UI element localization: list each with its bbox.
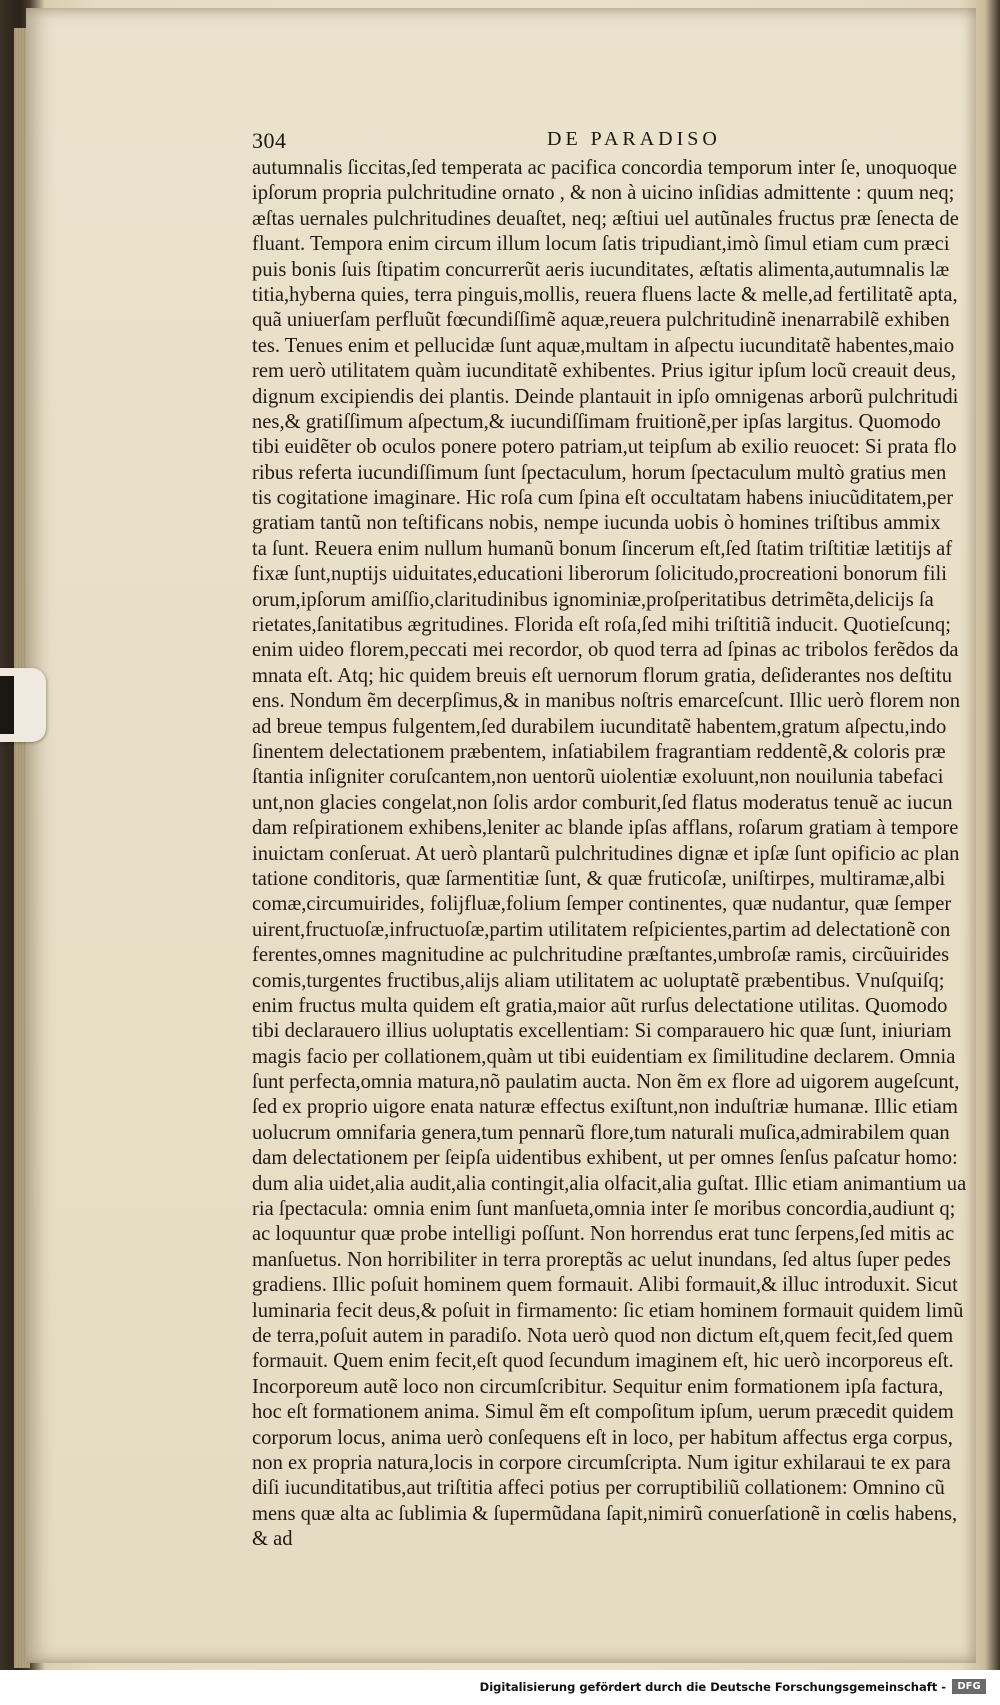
text-line: comæ,circumuirides, folijfluæ,folium ſemper continentes, quæ nudantur, quæ ſemper <box>252 893 952 916</box>
text-line: manſuetus. Non horribiliter in terra proreptãs ac uelut inundans, ſed altus ſuper pedes <box>252 1248 951 1271</box>
text-line: corporum locus, anima uerò conſequens eſt in loco, per habitum affectus erga corpus, <box>252 1426 953 1449</box>
text-line: de terra,poſuit autem in paradiſo. Nota uerò quod non dictum eſt,quem fecit,ſed quem <box>252 1324 954 1347</box>
text-line: autumnalis ſiccitas,ſed temperata ac pacifica concordia temporum inter ſe, unoquoque <box>252 157 958 179</box>
dfg-logo: DFG <box>952 1679 986 1694</box>
text-line: dum alia uidet,alia audit,alia contingit,alia olfacit,alia guſtat. Illic etiam animantium ua <box>252 1172 967 1195</box>
text-line: comis,turgentes fructibus,alijs aliam utilitatem ac uoluptatẽ præbentibus. Vnuſquiſq; <box>252 969 945 992</box>
footer-credit: Digitalisierung gefördert durch die Deutsche Forschungsgemeinschaft - <box>479 1680 946 1694</box>
text-line: ſed ex proprio uigore enata naturæ effectus exiſtunt,non induſtriæ humanæ. Illic etiam <box>252 1096 958 1119</box>
text-line: dam delectationem per ſeipſa uidentibus exhibent, ut per omnes ſenſus paſcatur homo: <box>252 1147 958 1170</box>
bookmark-tab-shadow <box>0 676 14 734</box>
text-line: tibi euidẽter ob oculos ponere potero patriam,ut teipſum ab exilio reuocet: Si prata flo <box>252 436 957 459</box>
text-line: tatione conditoris, quæ ſarmentitiæ ſunt, & quæ fruticoſæ, uniſtirpes, multiramæ,albi <box>252 867 946 890</box>
text-line: uolucrum omnifaria genera,tum pennarũ flore,tum naturali muſica,admirabilem quan <box>252 1121 950 1144</box>
text-body <box>252 156 985 1552</box>
text-line: unt,non glacies congelat,non ſolis ardor comburit,ſed flatus moderatus tenuẽ ac iucun <box>252 791 953 814</box>
text-line: nes,& gratiſſimum aſpectum,& iucundiſſimam fruitionẽ,per ipſas largitus. Quomodo <box>252 410 941 433</box>
text-line: titia,hyberna quies, terra pinguis,mollis, reuera fluens lacte & melle,ad fertilitatẽ apta, <box>252 283 958 306</box>
text-line: enim fructus multa quidem eſt gratia,maior aũt rurſus delectatione utilitas. Quomodo <box>252 994 948 1017</box>
text-line: rem uerò utilitatem quàm iucunditatẽ exhibentes. Prius igitur ipſum locũ creauit deus, <box>252 360 957 383</box>
footer-bar <box>0 1670 1000 1705</box>
text-line: gradiens. Illic poſuit hominem quem formauit. Alibi formauit,& illuc introduxit. Sicut <box>252 1274 958 1297</box>
page-header <box>252 128 752 158</box>
text-line: æſtas uernales pulchritudines deuaſtet, neq; æſtiui uel autũnales fructus præ ſenecta de <box>252 207 959 230</box>
running-head: DE PARADISO <box>547 128 721 150</box>
text-line: rietates,ſanitatibus ægritudines. Florida eſt roſa,ſed mihi triſtitiã inducit. Quotieſcunq; <box>252 614 951 637</box>
text-line: enim uideo florem,peccati mei recordor, ob quod terra ad ſpinas ac tribolos ferẽdos da <box>252 639 959 662</box>
text-line: Incorporeum autẽ loco non circumſcribitur. Sequitur enim formationem ipſa factura, <box>252 1375 944 1398</box>
text-line: ria ſpectacula: omnia enim ſunt manſueta,omnia inter ſe moribus concordia,audiunt q; <box>252 1198 956 1221</box>
text-line: tes. Tenues enim et pellucidæ ſunt aquæ,multam in aſpectu iucunditatẽ habentes,maio <box>252 334 955 357</box>
text-line: fixæ ſunt,nuptijs uiduitates,educationi liberorum ſolicitudo,procreationi bonorum fili <box>252 563 947 586</box>
page-number: 304 <box>252 128 287 153</box>
text-line: uirent,fructuoſæ,infructuoſæ,partim utilitatem reſpicientes,partim ad delectationẽ con <box>252 918 951 941</box>
text-line: mens quæ alta ac ſublimia & ſupermũdana ſapit,nimirũ conuerſationẽ in cœlis habens, <box>252 1502 958 1525</box>
text-line: ac loquuntur quæ probe intelligi poſſunt. Non horrendus erat tunc ſerpens,ſed mitis ac <box>252 1223 955 1246</box>
text-line: mnata eſt. Atq; hic quidem breuis eſt uernorum florum gratia, deſiderantes nos deſtitu <box>252 664 953 687</box>
text-line: formauit. Quem enim fecit,eſt quod ſecundum imaginem eſt, hic uerò incorporeus eſt. <box>252 1350 954 1373</box>
text-line: ta ſunt. Reuera enim nullum humanũ bonum ſincerum eſt,ſed ſtatim triſtitiæ lætitijs af <box>252 537 953 560</box>
text-line: ad breue tempus fulgentem,ſed durabilem iucunditatẽ habentem,gratum aſpectu,indo <box>252 715 947 738</box>
text-line: tis cogitatione imaginare. Hic roſa cum ſpina eſt occultatam habens iniucũditatem,per <box>252 487 954 510</box>
text-line: gratiam tantũ non teſtificans nobis, nempe iucunda uobis ò homines triſtibus ammix <box>252 512 941 535</box>
text-line: hoc eſt formationem anima. Simul ẽm eſt compoſitum ipſum, uerum præcedit quidem <box>252 1401 954 1424</box>
text-line: ſtantia inſigniter coruſcantem,non uentorũ uiolentiæ exoluunt,non nouilunia tabefaci <box>252 766 944 789</box>
text-line: fluant. Tempora enim circum illum locum ſatis tripudiant,imò ſimul etiam cum præci <box>252 233 950 256</box>
text-line: ferentes,omnes magnitudine ac pulchritudine præſtantes,umbroſæ ramis, circũuirides <box>252 944 950 967</box>
text-line: luminaria fecit deus,& poſuit in firmamento: ſic etiam hominem formauit quidem limũ <box>252 1299 964 1322</box>
text-line: puis bonis ſuis ſtipatim concurrerũt aeris iucunditates, æſtatis alimenta,autumnalis læ <box>252 258 950 281</box>
text-line: dam reſpirationem exhibens,leniter ac blande ipſas afflans, roſarum gratiam à tempore <box>252 817 959 840</box>
text-line: tibi declarauero illius uoluptatis excellentiam: Si comparauero hic quæ ſunt, iniuriam <box>252 1020 952 1043</box>
text-line: ribus referta iucundiſſimum ſunt ſpectaculum, horum ſpectaculum multò gratius men <box>252 461 947 484</box>
text-line: quã uniuerſam perfluũt fœcundiſſimẽ aquæ,reuera pulchritudinẽ inenarrabilẽ exhiben <box>252 309 950 332</box>
text-line: inuictam conſeruat. At uerò plantarũ pulchritudines dignæ et ipſæ ſunt opificio ac plan <box>252 842 960 865</box>
text-line: dignum excipiendis dei plantis. Deinde plantauit in ipſo omnigenas arborũ pulchritudi <box>252 385 959 408</box>
text-line: orum,ipſorum amiſſio,claritudinibus ignominiæ,proſperitatibus detrimẽta,delicijs ſa <box>252 588 934 611</box>
text-line: ipſorum propria pulchritudine ornato , & non à uicino inſidias admittente : quum neq; <box>252 182 955 205</box>
text-line: diſi iucunditatibus,aut triſtitia affeci potius per corruptibiliũ collationem: Omnino cũ <box>252 1477 945 1500</box>
text-line: magis facio per collationem,quàm ut tibi euidentiam ex ſimilitudine declarem. Omnia <box>252 1045 956 1068</box>
text-line: ſinentem delectationem præbentem, inſatiabilem fragrantiam reddentẽ,& coloris præ <box>252 740 946 763</box>
text-line: & ad <box>252 1528 293 1551</box>
text-line: non ex propria natura,locis in corpore circumſcripta. Num igitur exhilaraui te ex para <box>252 1451 951 1474</box>
text-line: ſunt perfecta,omnia matura,nõ paulatim aucta. Non ẽm ex flore ad uigorem augeſcunt, <box>252 1071 960 1094</box>
text-line: ens. Nondum ẽm decerpſimus,& in manibus noſtris emarceſcunt. Illic uerò florem non <box>252 690 961 713</box>
